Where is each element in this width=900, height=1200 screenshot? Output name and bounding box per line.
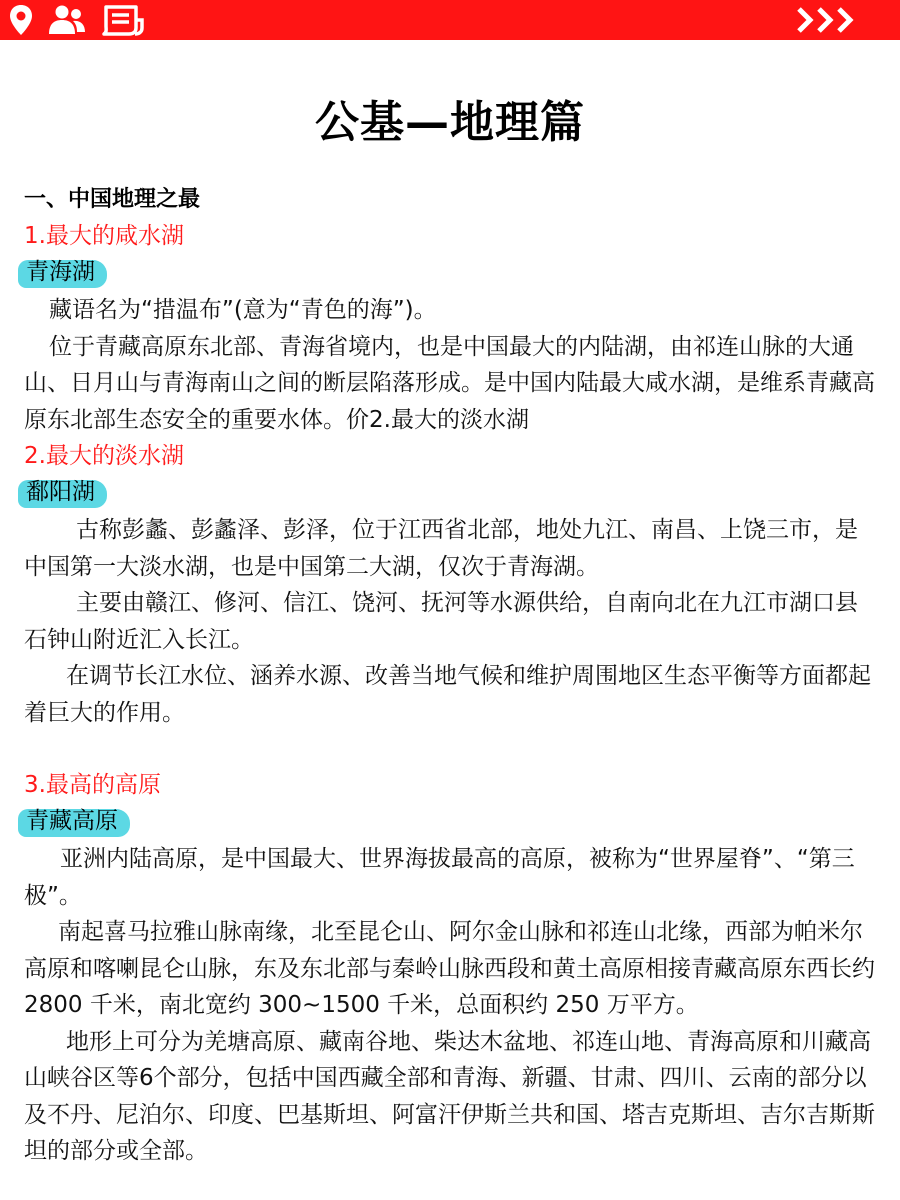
highlighted-term: 青藏高原 (24, 803, 120, 839)
users-icon (46, 4, 88, 36)
paragraph: 地形上可分为羌塘高原、藏南谷地、柴达木盆地、祁连山地、青海高原和川藏高山峡谷区等6个部分，包括中国西藏全部和青海、新疆、甘肃、四川、云南的部分以及不丹、尼泊尔、印度、巴基斯坦、阿富汗伊斯兰共和国、塔吉克斯坦、吉尔吉斯斯坦的部分或全部。 (24, 1028, 875, 1164)
paragraph: 位于青藏高原东北部、青海省境内，也是中国最大的内陆湖，由祁连山脉的大通山、日月山与青海南山之间的断层陷落形成。是中国内陆最大咸水湖，是维系青藏高原东北部生态安全的重要水体。价2.最大的淡水湖 (24, 333, 875, 433)
highlight-row (24, 254, 876, 292)
section-heading: 一、中国地理之最 (24, 187, 201, 212)
highlight-row (24, 803, 876, 841)
highlight-row (24, 474, 876, 512)
highlighted-term: 鄱阳湖 (24, 474, 97, 510)
item-subtitle: 2.最大的淡水湖 (24, 443, 184, 469)
paragraph: 南起喜马拉雅山脉南缘，北至昆仑山、阿尔金山脉和祁连山北缘，西部为帕米尔高原和喀喇昆仑山脉，东及东北部与秦岭山脉西段和黄土高原相接青藏高原东西长约 2800 千米，南北宽约 300~1500 千米，总面积约 250 万平方。 (24, 919, 875, 1018)
paragraph: 藏语名为“措温布”(意为“青色的海”)。 (49, 297, 437, 323)
paragraph: 主要由赣江、修河、信江、饶河、抚河等水源供给，自南向北在九江市湖口县石钟山附近汇入长江。 (24, 590, 858, 653)
triple-chevron-right-icon[interactable] (796, 4, 862, 36)
paragraph: 亚洲内陆高原，是中国最大、世界海拔最高的高原，被称为“世界屋脊”、“第三极”。 (24, 846, 855, 909)
location-pin-icon (8, 4, 34, 36)
top-bar (0, 0, 900, 40)
paragraph: 在调节长江水位、涵养水源、改善当地气候和维护周围地区生态平衡等方面都起着巨大的作用。 (24, 663, 871, 726)
item-subtitle: 1.最大的咸水湖 (24, 223, 184, 249)
page-title: 公基—地理篇 (315, 97, 585, 148)
highlighted-term: 青海湖 (24, 254, 97, 290)
paragraph: 古称彭蠡、彭蠡泽、彭泽，位于江西省北部，地处九江、南昌、上饶三市，是中国第一大淡水湖，也是中国第二大湖，仅次于青海湖。 (24, 517, 858, 580)
article-body (24, 182, 876, 1170)
document-icon (100, 4, 144, 36)
item-subtitle: 3.最高的高原 (24, 772, 161, 798)
